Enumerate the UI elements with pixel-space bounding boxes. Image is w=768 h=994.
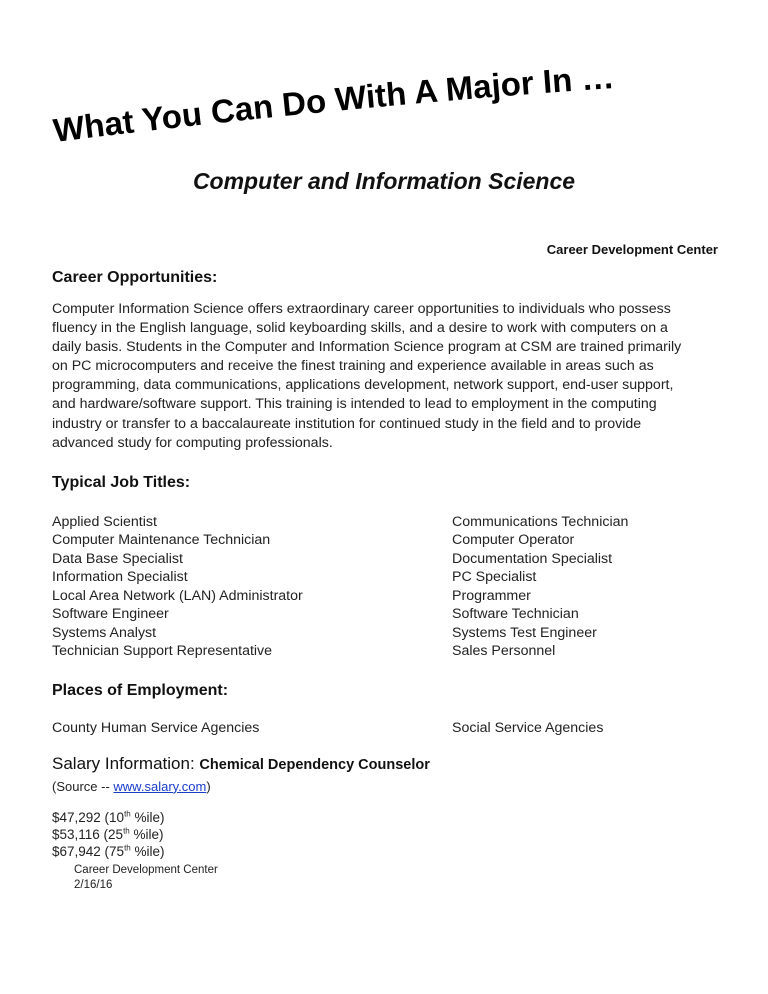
job-titles-right: [452, 513, 628, 661]
employment-left: County Human Service Agencies: [52, 719, 260, 736]
list-item: PC Specialist: [452, 569, 537, 586]
list-item: Programmer: [452, 587, 531, 604]
ordinal-suffix: th: [124, 843, 131, 853]
employment-list: [52, 719, 692, 737]
salary-row: [52, 826, 692, 843]
percentile-label: %ile): [130, 843, 165, 859]
list-item: Communications Technician: [452, 513, 629, 530]
list-item: Computer Maintenance Technician: [52, 532, 271, 549]
salary-heading: [52, 753, 692, 776]
source-suffix: ): [206, 778, 211, 794]
document-body: [52, 166, 718, 893]
percentile-label: %ile): [130, 809, 165, 825]
ordinal-suffix: th: [123, 826, 130, 836]
banner-text: What You Can Do With A Major In …: [51, 62, 616, 149]
job-titles-heading: Typical Job Titles:: [52, 473, 191, 491]
list-item: Local Area Network (LAN) Administrator: [52, 587, 303, 604]
salary-source-link[interactable]: www.salary.com: [113, 778, 207, 794]
job-titles-left: [52, 513, 452, 661]
salary-row: [52, 809, 692, 826]
list-item: Applied Scientist: [52, 513, 157, 530]
svg-text:What You Can Do With A Major I: [51, 62, 615, 149]
salary-source: [52, 778, 692, 795]
salary-occupation: Chemical Dependency Counselor: [199, 756, 430, 773]
career-opportunities-text: Computer Information Science offers extraordinary career opportunities to individuals who possess fluency in the English language, solid keyboarding skills, and a desire to work with computers on a daily basis. Students in the Computer and Information Science program at CSM are trained primarily on PC microcomputers and receive the finest training and experience available in areas such as programming, data communications, applications development, network support, end-user support, and hardware/software support. This training is intended to lead to employment in the computing industry or transfer to a baccalaureate institution for continued study in the field and to provide advanced study for computing professionals.: [52, 301, 682, 451]
ordinal-suffix: th: [124, 809, 131, 819]
list-item: Software Technician: [452, 606, 579, 623]
list-item: Sales Personnel: [452, 643, 556, 660]
list-item: Documentation Specialist: [452, 550, 613, 567]
list-item: Systems Test Engineer: [452, 624, 597, 641]
list-item: Systems Analyst: [52, 624, 157, 641]
salary-amount: $67,942 (75: [52, 843, 125, 859]
list-item: Computer Operator: [452, 532, 575, 549]
footer-org: Career Development Center: [74, 863, 218, 876]
footer-date: 2/16/16: [74, 878, 113, 891]
salary-row: [52, 843, 692, 860]
org-name: Career Development Center: [546, 242, 718, 257]
major-title: Computer and Information Science: [192, 168, 576, 194]
list-item: Technician Support Representative: [52, 643, 273, 660]
banner-title: [50, 62, 740, 152]
career-opportunities-heading: Career Opportunities:: [52, 269, 218, 286]
salary-list: [52, 809, 692, 860]
salary-amount: $47,292 (10: [52, 809, 125, 825]
percentile-label: %ile): [129, 826, 164, 842]
employment-heading: Places of Employment:: [52, 681, 229, 699]
employment-right: Social Service Agencies: [452, 719, 604, 736]
footer: [74, 863, 692, 893]
list-item: Data Base Specialist: [52, 550, 183, 567]
salary-heading-label: Salary Information:: [52, 753, 195, 773]
source-prefix: (Source --: [52, 778, 114, 794]
job-titles: [52, 513, 692, 661]
list-item: Information Specialist: [52, 569, 188, 586]
list-item: Software Engineer: [52, 606, 169, 623]
salary-amount: $53,116 (25: [52, 826, 124, 842]
